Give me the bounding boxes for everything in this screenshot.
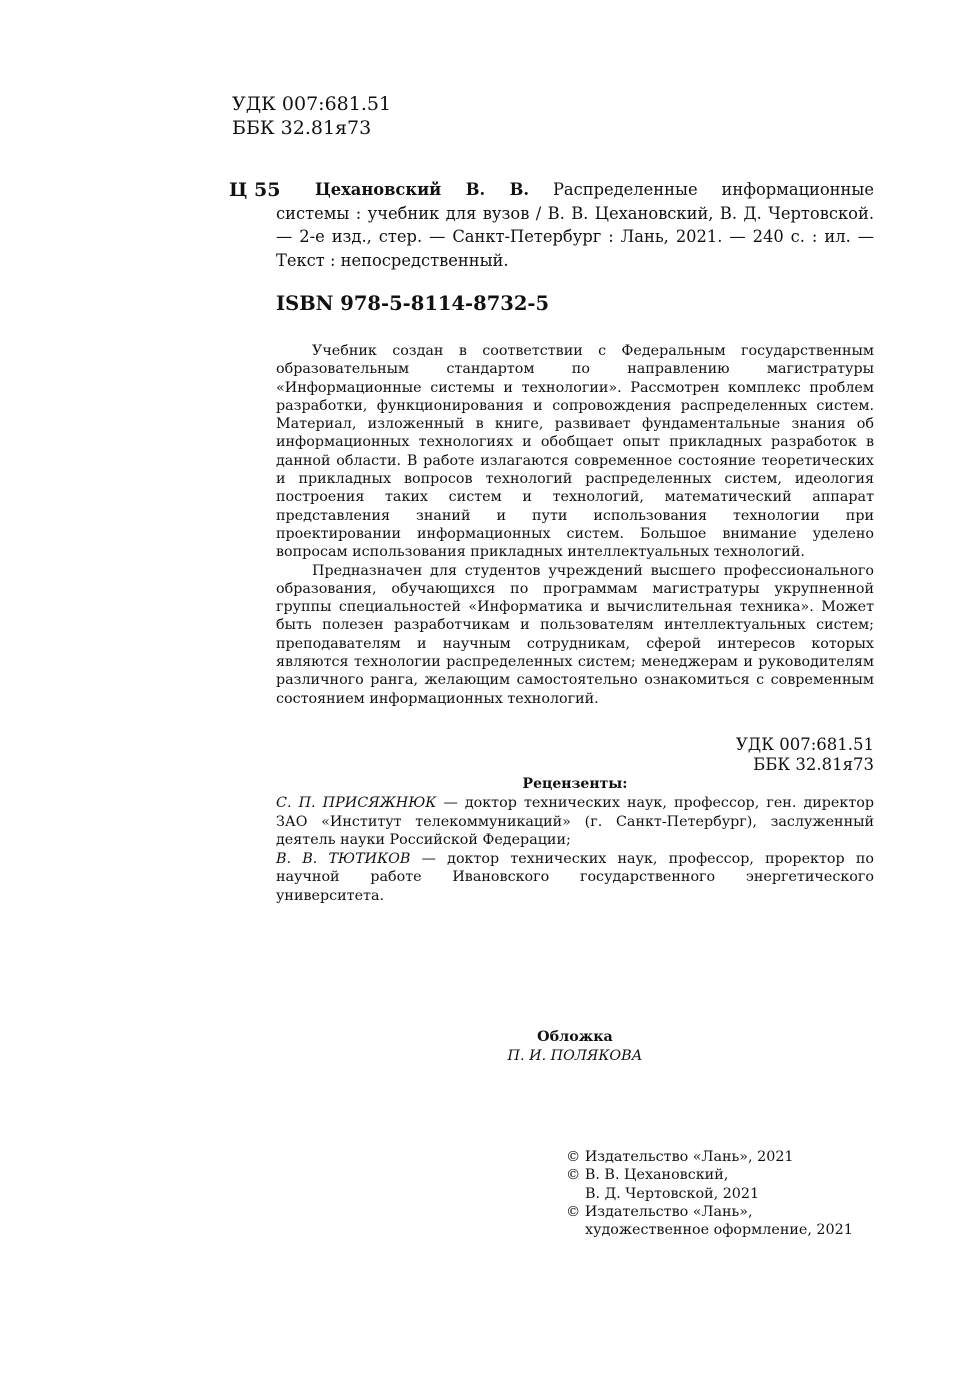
copyright-line-1: © Издательство «Лань», 2021 [566,1149,794,1165]
reviewers-title: Рецензенты: [522,776,628,792]
reviewer-1-text: — доктор технических наук, профессор, ген. директор ЗАО «Институт телекоммуникаций» (г. Санкт-Петербург), заслуженный деятель науки Российской Федерации; [276,795,874,848]
copyright-block [566,1148,853,1239]
cover-credit [276,1028,874,1065]
copyright-line-3: В. Д. Чертовской, 2021 [585,1185,760,1202]
abstract-paragraph-2: Предназначен для студентов учреждений высшего профессионального образования, обучающихся по программам магистратуры укрупненной группы специальностей «Информатика и вычислительная техника». Может быть полезен разработчикам и пользователям интеллектуальных систем; преподавателям и научным сотрудникам, сферой интересов которых являются технологии распределенных систем; менеджерам и руководителям различного ранга, желающим самостоятельно ознакомиться с современным состоянием информационных технологий. [276,562,874,707]
reviewer-1 [276,794,874,850]
isbn: ISBN 978-5-8114-8732-5 [276,292,550,315]
abstract [276,342,874,708]
copyright-line-2: © В. В. Цехановский, [566,1167,729,1184]
catalog-code: Ц 55 [229,179,281,201]
classification-bbk: ББК 32.81я73 [753,755,874,774]
catalog-entry [276,178,874,272]
cover-title: Обложка [537,1029,613,1045]
catalog-author: Цехановский В. В. [315,180,529,199]
cover-designer: П. И. ПОЛЯКОВА [507,1047,643,1064]
header-bbk: ББК 32.81я73 [232,117,372,139]
classification-block [736,735,874,775]
copyright-line-4: © Издательство «Лань», [566,1203,753,1220]
reviewer-2 [276,850,874,906]
reviewer-2-text: — доктор технических наук, профессор, проректор по научной работе Ивановского государственного энергетического университета. [276,850,874,904]
abstract-paragraph-1: Учебник создан в соответствии с Федеральным государственным образовательным стандартом по направлению магистратуры «Информационные системы и технологии». Рассмотрен комплекс проблем разработки, функционирования и сопровождения распределенных систем. Материал, изложенный в книге, развивает фундаментальные знания об информационных технологиях и обобщает опыт прикладных разработок в данной области. В работе излагаются современное состояние теоретических и прикладных вопросов технологий распределенных систем, идеология построения таких систем и технологий, математический аппарат представления знаний и пути использования технологии при проектировании информационных систем. Большое внимание уделено вопросам использования прикладных интеллектуальных технологий. [276,343,874,561]
classification-udk: УДК 007:681.51 [735,735,874,754]
reviewer-2-name: В. В. ТЮТИКОВ [276,850,411,867]
reviewer-1-name: С. П. ПРИСЯЖНЮК [276,795,437,811]
header-classification [232,92,391,140]
reviewers-list [276,794,874,905]
header-udk: УДК 007:681.51 [232,93,392,115]
catalog-description: Распределенные информационные системы : учебник для вузов / В. В. Цехановский, В. Д. Чертовской. — 2-е изд., стер. — Санкт-Петербург : Лань, 2021. — 240 с. : ил. — Текст : непосредственный. [276,180,874,270]
copyright-line-5: художественное оформление, 2021 [585,1222,853,1239]
